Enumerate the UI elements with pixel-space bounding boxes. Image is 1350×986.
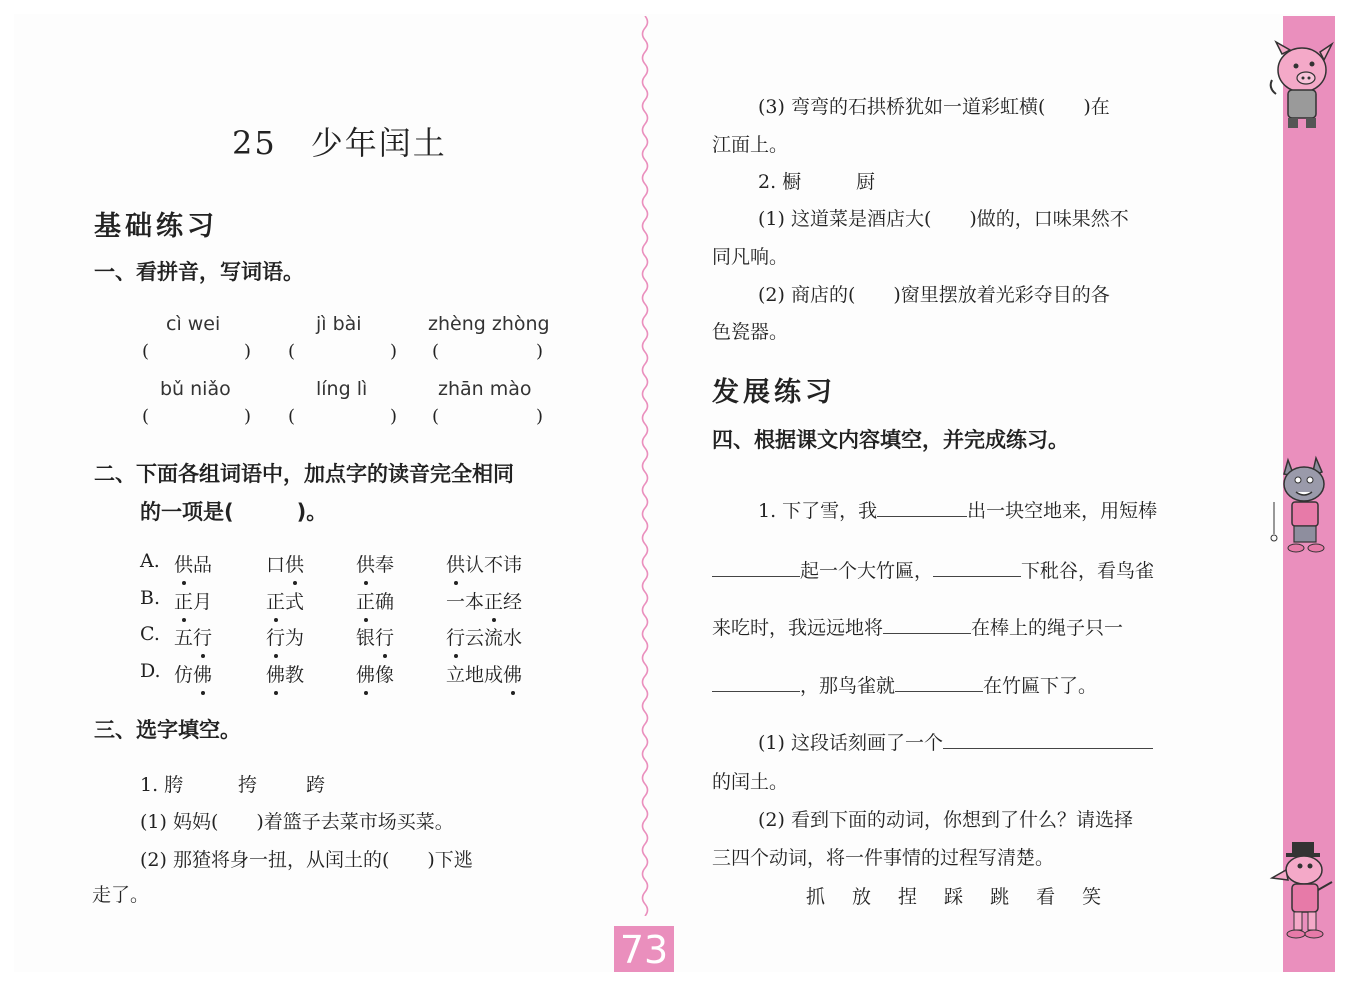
passage-text: 起一个大竹匾， bbox=[800, 560, 934, 582]
page-number-badge bbox=[614, 926, 674, 972]
char-choice-2a: 2. 橱 bbox=[758, 171, 802, 193]
answer-blank[interactable] bbox=[933, 558, 1021, 577]
option-label[interactable]: C. bbox=[140, 623, 160, 645]
word-char: 讳 bbox=[503, 554, 523, 576]
word-char: 银 bbox=[356, 627, 376, 649]
passage-text: ，那鸟雀就 bbox=[800, 675, 896, 697]
answer-paren-open: ( bbox=[142, 406, 150, 427]
answer-paren-open: ( bbox=[142, 341, 150, 362]
answer-blank[interactable] bbox=[883, 615, 971, 634]
option-word bbox=[174, 623, 212, 650]
emphasis-dot-char: 佛 bbox=[356, 660, 375, 687]
fill-sentence-2-2: (2) 商店的( )窗里摆放着光彩夺目的各 bbox=[758, 284, 1110, 306]
emphasis-dot-char: 供 bbox=[174, 550, 193, 577]
fill-sentence-1-2: (2) 那猹将身一扭，从闰土的( )下逃 bbox=[140, 849, 473, 871]
pig-mascot-icon bbox=[1262, 40, 1338, 130]
word-char: 奉 bbox=[375, 554, 395, 576]
fill-sentence-2-1-cont: 同凡响。 bbox=[712, 246, 789, 268]
answer-paren-open: ( bbox=[432, 341, 440, 362]
option-label[interactable]: B. bbox=[140, 587, 161, 609]
emphasis-dot-char: 佛 bbox=[503, 660, 522, 687]
option-word bbox=[446, 623, 522, 650]
verb-word: 放 bbox=[852, 886, 872, 908]
answer-paren-close: ) bbox=[536, 341, 544, 362]
question-1: 一、看拼音，写词语。 bbox=[94, 260, 304, 284]
pinyin-2: jì bài bbox=[316, 313, 362, 335]
word-char: 品 bbox=[193, 554, 213, 576]
wolf-mascot-icon bbox=[1266, 452, 1338, 556]
word-char: 本 bbox=[465, 591, 485, 613]
char-choice-1c: 跨 bbox=[306, 774, 326, 796]
emphasis-dot-char: 行 bbox=[375, 623, 394, 650]
passage-text: 1. 下了雪，我 bbox=[758, 500, 878, 522]
word-char: 式 bbox=[285, 591, 305, 613]
word-char: 地 bbox=[465, 664, 485, 686]
fill-sentence-1-3: (3) 弯弯的石拱桥犹如一道彩虹横( )在 bbox=[758, 96, 1110, 118]
word-char: 成 bbox=[484, 664, 504, 686]
passage-line-2 bbox=[712, 556, 1154, 583]
answer-paren-open: ( bbox=[288, 341, 296, 362]
option-word bbox=[356, 550, 394, 577]
passage-line-1 bbox=[758, 496, 1157, 523]
word-char: 确 bbox=[375, 591, 395, 613]
emphasis-dot-char: 行 bbox=[446, 623, 465, 650]
answer-blank[interactable] bbox=[877, 498, 967, 517]
question-3: 三、选字填空。 bbox=[94, 718, 241, 742]
answer-paren-close: ) bbox=[536, 406, 544, 427]
question-2-line1: 二、下面各组词语中，加点字的读音完全相同 bbox=[94, 462, 514, 486]
answer-paren-close: ) bbox=[390, 341, 398, 362]
word-char: 经 bbox=[503, 591, 523, 613]
passage-text: 下秕谷，看鸟雀 bbox=[1021, 560, 1155, 582]
word-char: 月 bbox=[193, 591, 213, 613]
verb-word: 看 bbox=[1036, 886, 1056, 908]
emphasis-dot-char: 供 bbox=[446, 550, 465, 577]
char-choice-1b: 挎 bbox=[238, 774, 258, 796]
word-char: 认 bbox=[465, 554, 485, 576]
word-char: 不 bbox=[484, 554, 504, 576]
subquestion-2-line1: (2) 看到下面的动词，你想到了什么？请选择 bbox=[758, 809, 1133, 831]
question-4: 四、根据课文内容填空，并完成练习。 bbox=[712, 428, 1069, 452]
emphasis-dot-char: 佛 bbox=[193, 660, 212, 687]
option-word bbox=[356, 623, 394, 650]
page-number: 73 bbox=[619, 928, 669, 972]
pinyin-4: bǔ niǎo bbox=[160, 378, 231, 400]
passage-line-4 bbox=[712, 671, 1097, 698]
answer-paren-open: ( bbox=[288, 406, 296, 427]
word-char: 口 bbox=[266, 554, 286, 576]
word-char: 像 bbox=[375, 664, 395, 686]
answer-blank[interactable] bbox=[943, 730, 1153, 749]
passage-text: 在竹匾下了。 bbox=[983, 675, 1098, 697]
word-char: 为 bbox=[285, 627, 305, 649]
emphasis-dot-char: 行 bbox=[266, 623, 285, 650]
emphasis-dot-char: 供 bbox=[285, 550, 304, 577]
answer-blank[interactable] bbox=[712, 673, 800, 692]
passage-text: 出一块空地来，用短棒 bbox=[967, 500, 1158, 522]
emphasis-dot-char: 正 bbox=[266, 587, 285, 614]
center-divider bbox=[638, 16, 652, 916]
verb-word: 笑 bbox=[1082, 886, 1102, 908]
fill-sentence-1-2-cont: 走了。 bbox=[92, 884, 150, 906]
fox-mascot-icon bbox=[1268, 838, 1338, 944]
option-word bbox=[266, 660, 304, 687]
word-char: 一 bbox=[446, 591, 466, 613]
verb-word: 抓 bbox=[806, 886, 826, 908]
verb-word: 跳 bbox=[990, 886, 1010, 908]
subquestion-1-cont: 的闰土。 bbox=[712, 771, 789, 793]
verb-word: 踩 bbox=[944, 886, 964, 908]
passage-text: 来吃时，我远远地将 bbox=[712, 617, 884, 639]
passage-text: 在棒上的绳子只一 bbox=[971, 617, 1124, 639]
option-word bbox=[356, 587, 394, 614]
emphasis-dot-char: 正 bbox=[484, 587, 503, 614]
char-choice-1a: 1. 胯 bbox=[140, 774, 184, 796]
subquestion-text: (1) 这段话刻画了一个 bbox=[758, 732, 943, 754]
pinyin-6: zhān mào bbox=[438, 378, 532, 400]
subquestion-1 bbox=[758, 728, 1153, 755]
option-label[interactable]: A. bbox=[140, 550, 160, 572]
word-char: 云 bbox=[465, 627, 485, 649]
pinyin-3: zhèng zhòng bbox=[428, 313, 550, 335]
chapter-number: 25 bbox=[232, 124, 277, 162]
fill-sentence-2-2-cont: 色瓷器。 bbox=[712, 321, 789, 343]
option-word bbox=[266, 623, 304, 650]
section-heading-basic: 基础练习 bbox=[94, 211, 218, 242]
word-char: 立 bbox=[446, 664, 466, 686]
option-word bbox=[174, 587, 212, 614]
answer-paren-close: ) bbox=[244, 341, 252, 362]
emphasis-dot-char: 佛 bbox=[266, 660, 285, 687]
chapter-title bbox=[232, 118, 447, 164]
answer-paren-open: ( bbox=[432, 406, 440, 427]
option-word bbox=[446, 587, 522, 614]
emphasis-dot-char: 正 bbox=[356, 587, 375, 614]
option-word bbox=[266, 587, 304, 614]
option-word bbox=[446, 660, 522, 687]
option-word bbox=[266, 550, 304, 577]
fill-sentence-2-1: (1) 这道菜是酒店大( )做的，口味果然不 bbox=[758, 208, 1129, 230]
section-heading-extended: 发展练习 bbox=[712, 377, 836, 408]
pinyin-5: líng lì bbox=[316, 378, 368, 400]
word-char: 教 bbox=[285, 664, 305, 686]
verb-list bbox=[806, 882, 1101, 909]
answer-blank[interactable] bbox=[895, 673, 983, 692]
subquestion-2-line2: 三四个动词，将一件事情的过程写清楚。 bbox=[712, 847, 1055, 869]
option-label[interactable]: D. bbox=[140, 660, 161, 682]
emphasis-dot-char: 正 bbox=[174, 587, 193, 614]
word-char: 五 bbox=[174, 627, 194, 649]
answer-paren-close: ) bbox=[244, 406, 252, 427]
emphasis-dot-char: 供 bbox=[356, 550, 375, 577]
question-2-line2: 的一项是( )。 bbox=[140, 500, 328, 524]
verb-word: 捏 bbox=[898, 886, 918, 908]
word-char: 水 bbox=[503, 627, 523, 649]
fill-sentence-1-1: (1) 妈妈( )着篮子去菜市场买菜。 bbox=[140, 811, 454, 833]
word-char: 流 bbox=[484, 627, 504, 649]
option-word bbox=[446, 550, 522, 577]
pinyin-1: cì wei bbox=[166, 313, 221, 335]
option-word bbox=[174, 550, 212, 577]
emphasis-dot-char: 行 bbox=[193, 623, 212, 650]
char-choice-2b: 厨 bbox=[856, 171, 876, 193]
word-char: 仿 bbox=[174, 664, 194, 686]
chapter-name: 少年闰土 bbox=[310, 124, 447, 162]
option-word bbox=[356, 660, 394, 687]
option-word bbox=[174, 660, 212, 687]
passage-line-3 bbox=[712, 613, 1123, 640]
answer-paren-close: ) bbox=[390, 406, 398, 427]
answer-blank[interactable] bbox=[712, 558, 800, 577]
fill-sentence-1-3-cont: 江面上。 bbox=[712, 134, 789, 156]
